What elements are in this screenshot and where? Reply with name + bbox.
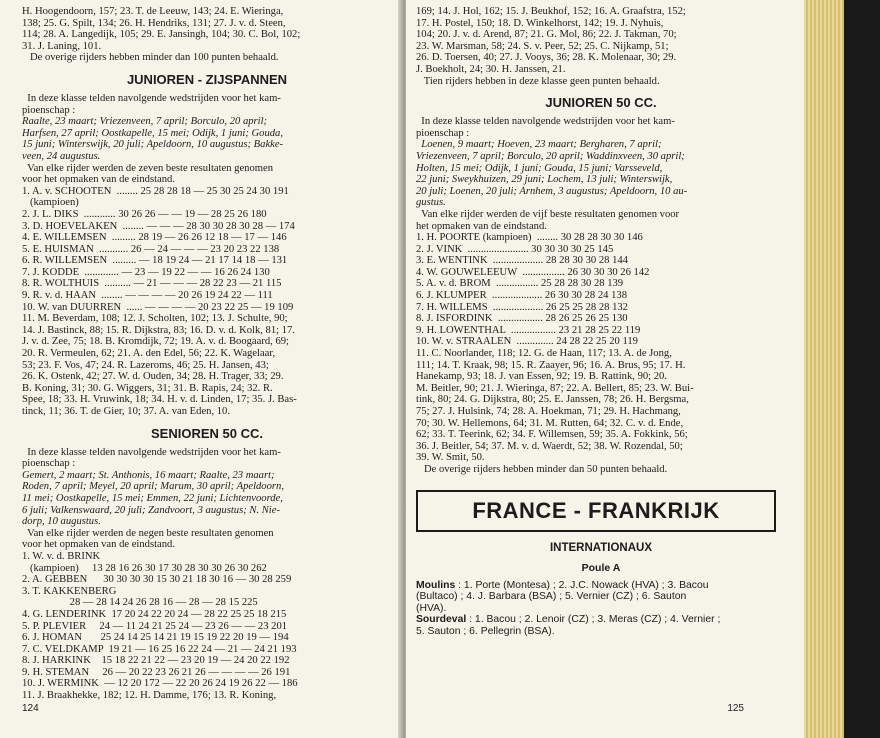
left-intro-line-4: 31. J. Laning, 101. [22,40,102,52]
right-page [406,0,804,738]
sourdeval-text: : 1. Bacou ; 2. Lenoir (CZ) ; 3. Meras (CZ) ; 4. Vernier ; 5. Sauton ; 6. Pellegrin (BSA). [416,614,721,637]
standing-row: 2. J. VINK ....................... 30 30 30 30 25 145 [416,243,614,255]
left-page [0,0,402,738]
standing-row: 3. D. HOEVELAKEN ........ — — — 28 30 30 28 30 28 — 174 [22,220,295,232]
moulins-text: : 1. Porte (Montesa) ; 2. J.C. Nowack (HVA) ; 3. Bacou (Bultaco) ; 4. J. Barbara (BSA) ; 5. Vernier (CZ) ; 6. Sauton (HVA). [416,579,709,614]
page-number-left: 124 [22,703,39,714]
section3-rest: 11. C. Noorlander, 118; 12. G. de Haan, 117; 13. A. de Jong, 111; 14. T. Kraak, 98; 15. R. Zaayer, 96; 16. A. Brus, 95; 17. H. Hanekamp, 93; 18. J. van Essen, 92; 19. B. Rattink, 90; 20. M. Beitler, 90; 21. J. Wieringa, 87; 22. A. Bellert, 85; 23. W. Bui- tink, 80; 24. G. Dijkstra, 80; 25. E. Janssen, 78; 26. H. Bergsma, 75; 27. J. Hulsink, 74; 28. A. Hoekman, 71; 29. H. Hachmang, 70; 30. W. Hellemons, 64; 31. M. Rutten, 64; 32. C. v. d. Ende, 62; 33. T. Teerink, 62; 34. F. Willemsen, 59; 35. A. Fokkink, 56; 36. J. Beitler, 54; 37. M. v. d. Waerdt, 52; 38. W. Rozendal, 50; 39. W. Smit, 50. De overige rijders hebben minder dan 50 punten behaald. [416,348,694,475]
standing-row: 10. J. WERMINK — 12 20 172 — 22 20 26 24 19 26 22 — 186 [22,678,298,690]
left-intro-line-5: De overige rijders hebben minder dan 100 punten behaald. [22,52,279,64]
standing-row: 7. C. VELDKAMP 19 21 — 16 25 16 22 24 — 21 — 24 21 193 [22,643,297,655]
section3-intro: In deze klasse telden navolgende wedstrijden voor het kam- pioenschap : [416,116,675,139]
poule-heading: Poule A [581,561,621,574]
standing-row: 5. P. PLEVIER 24 — 11 24 21 25 24 — 23 26 — — 23 201 [22,620,288,632]
sourdeval-result [416,614,786,637]
standing-row: 5. A. v. d. BROM ................ 25 28 28 30 28 139 [416,278,624,290]
standing-row: 6. J. HOMAN 25 24 14 25 14 21 19 15 19 22 20 19 — 194 [22,632,289,644]
background-edge [844,0,880,738]
section1-rule: Van elke rijder werden de zeven beste resultaten genomen voor het opmaken van de eindstand. [22,162,274,186]
sourdeval-label: Sourdeval [416,614,467,626]
standing-row: 9. H. LOWENTHAL ................. 23 21 28 25 22 119 [416,324,641,336]
standing-row: 3. E. WENTINK ................... 28 28 30 30 28 144 [416,255,628,267]
standing-row: 9. H. STEMAN 26 — 20 22 23 26 21 26 — — — — 26 191 [22,666,291,678]
standing-row: (kampioen) 13 28 16 26 30 17 30 28 30 30 26 30 262 [22,562,267,574]
section3-races: Loenen, 9 maart; Hoeven, 23 maart; Bergharen, 7 april; Vriezenveen, 7 april; Borculo, 20 april; Waddinxveen, 30 april; Holten, 15 mei; Odijk, 1 juni; Gouda, 15 juni; Varsseveld, 22 juni; Sweykhuizen, 29 juni; Lochem, 13 juli; Winterswijk, 20 juli; Loenen, 20 juli; Arnhem, 3 augustus; Apeldoorn, 10 au- gustus. [416,139,688,209]
section1-rest: 11. M. Beverdam, 108; 12. J. Scholten, 102; 13. J. Schulte, 90; 14. J. Bastinck, 88; 15. R. Dijkstra, 83; 16. D. v. d. Kolk, 81; 17. J. v. d. Zee, 75; 18. B. Kromdijk, 72; 19. A. v. d. Boogaard, 69; 20. R. Vermeulen, 62; 21. A. den Edel, 56; 22. K. Wagelaar, 53; 23. F. Vos, 47; 24. R. Lazeroms, 46; 25. H. Jansen, 43; 26. K. Ostenk, 42; 27. W. d. Ouden, 34; 28. H. Trager, 33; 29. B. Koning, 31; 30. G. Wiggers, 31; 31. B. Rapis, 24; 32. R. Spee, 18; 33. H. Vruwink, 18; 34. H. v. d. Linden, 17; 35. J. Bas- tinck, 11; 36. T. de Gier, 10; 37. A. van Eden, 10. [22,313,297,417]
standing-row: 8. J. ISFORDINK ................. 28 26 25 26 25 130 [416,313,628,325]
standing-row: (kampioen) [22,197,79,209]
section2-rule: Van elke rijder werden de negen beste resultaten genomen voor het opmaken van de eindstand. [22,527,274,551]
section1-races: Raalte, 23 maart; Vriezenveen, 7 april; Borculo, 20 april; Harfsen, 27 april; Oostkapelle, 15 mei; Odijk, 1 juni; Gouda, 15 juni; Winterswijk, 20 juli; Apeldoorn, 10 augustus; Bakke- veen, 24 augustus. [22,116,284,162]
section2-races: Gemert, 2 maart; St. Anthonis, 16 maart; Raalte, 23 maart; Roden, 7 april; Meyel, 20 april; Marum, 30 april; Apeldoorn, 11 mei; Oostkapelle, 15 mei; Emmen, 22 juni; Lichtenvoorde, 6 juli; Valkenswaard, 20 juli; Zandvoort, 3 augustus; N. Nie- dorp, 10 augustus. [22,469,284,528]
standing-row: 6. J. KLUMPER ................... 26 30 30 28 24 138 [416,290,628,302]
moulins-result [416,580,786,615]
section1-standings [22,186,392,314]
left-intro-line-3: 114; 28. A. Langedijk, 105; 29. E. Jansingh, 104; 30. C. Bol, 102; [22,29,301,41]
left-intro-line-1: H. Hoogendoorn, 157; 23. T. de Leeuw, 143; 24. E. Wieringa, [22,6,284,17]
standing-row: 10. W. v. STRAALEN .............. 24 28 22 25 20 119 [416,336,638,348]
section-title-senioren-50cc: SENIOREN 50 CC. [151,425,263,441]
standing-row: 5. E. HUISMAN ........... 26 — 24 — — — 23 20 23 22 138 [22,243,280,255]
standing-row: 4. G. LENDERINK 17 20 24 22 20 24 — 28 22 25 25 18 215 [22,608,287,620]
left-intro-line-2: 138; 25. G. Spilt, 134; 26. H. Hendriks, 131; 27. J. v. d. Steen, [22,17,286,29]
standing-row: 28 — 28 14 24 26 28 16 — 28 — 28 15 225 [22,597,258,609]
standing-row: 7. H. WILLEMS ................... 26 25 25 28 28 132 [416,301,628,313]
country-heading-box: FRANCE - FRANKRIJK [416,490,776,532]
section2-intro: In deze klasse telden navolgende wedstrijden voor het kam- pioenschap : [22,446,281,470]
section-title-junioren-zijspannen: JUNIOREN - ZIJSPANNEN [126,71,288,87]
page-edges [804,0,844,738]
standing-row: 1. H. POORTE (kampioen) ........ 30 28 28 30 30 146 [416,232,643,244]
standing-row: 1. W. v. d. BRINK [22,550,101,562]
standing-row: 2. A. GEBBEN 30 30 30 30 15 30 21 18 30 16 — 30 28 259 [22,574,292,586]
standing-row: 10. W. van DUURREN ...... — — — — 20 23 22 25 — 19 109 [22,301,294,313]
standing-row: 6. R. WILLEMSEN ......... — 18 19 24 — 21 17 14 18 — 131 [22,255,288,267]
standing-row: 11. J. Braakhekke, 182; 12. H. Damme, 176; 13. R. Koning, [22,690,277,702]
standing-row: 7. J. KODDE ............. — 23 — 19 22 — — 16 26 24 130 [22,266,270,278]
standing-row: 8. R. WOLTHUIS .......... — 21 — — — 28 22 23 — 21 115 [22,278,282,290]
section3-standings [416,232,786,348]
standing-row: 1. A. v. SCHOOTEN ........ 25 28 28 18 — 25 30 25 24 30 191 [22,185,289,197]
standing-row: 8. J. HARKINK 15 18 22 21 22 — 23 20 19 — 24 20 22 192 [22,655,290,667]
standing-row: 4. E. WILLEMSEN ......... 28 19 — 26 26 12 18 — 17 — 146 [22,232,287,244]
section3-rule: Van elke rijder werden de vijf beste resultaten genomen voor het opmaken van de eindstand. [416,208,680,232]
standing-row: 4. W. GOUWELEEUW ................ 26 30 30 30 26 142 [416,266,650,278]
standing-row: 9. R. v. d. HAAN ........ — — — — 20 26 19 24 22 — 111 [22,290,273,302]
section1-intro: In deze klasse telden navolgende wedstrijden voor het kam- pioenschap : [22,92,281,116]
section2-standings [22,551,392,702]
moulins-label: Moulins [416,579,456,591]
standing-row: 3. T. KAKKENBERG [22,585,117,597]
section-title-junioren-50cc: JUNIOREN 50 CC. [545,95,657,111]
internationaux-heading: INTERNATIONAUX [549,541,652,554]
page-number-right: 125 [727,703,744,714]
right-intro: 169; 14. J. Hol, 162; 15. J. Beukhof, 152; 16. A. Graafstra, 152; 17. H. Postel, 150; 18. D. Winkelhorst, 142; 19. J. Nyhuis, 104; 20. J. v. d. Arend, 87; 21. G. Mol, 86; 22. J. Takman, 70; 23. W. Marsman, 58; 24. S. v. Peer, 52; 25. C. Nijkamp, 51; 26. D. Toersen, 40; 27. J. Vooys, 36; 28. K. Molenaar, 30; 29. J. Boekholt, 24; 30. H. Janssen, 21. Tien rijders hebben in deze klasse geen punten behaald. [416,6,686,87]
standing-row: 2. J. L. DIKS ............ 30 26 26 — — 19 — 28 25 26 180 [22,208,267,220]
